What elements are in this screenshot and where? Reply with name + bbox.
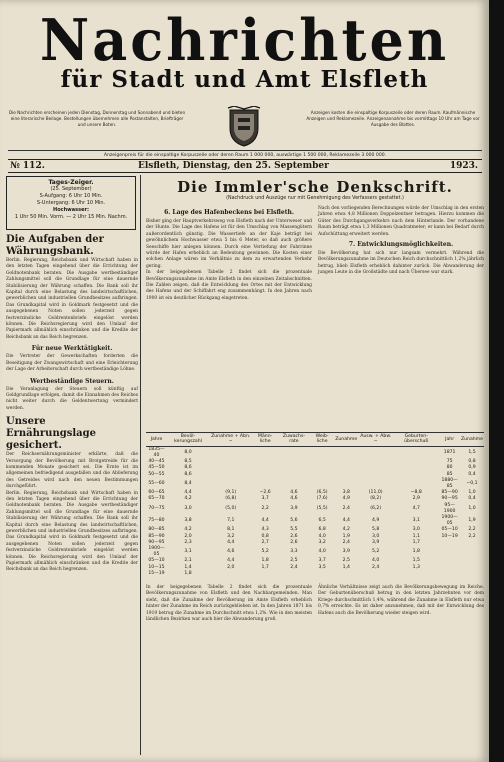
table-cell: 1,8 [184,570,192,576]
left-article-body: Der Reichsernährungsminister erklärte, daß die Versorgung der Bevölkerung mit Brotgetreide für die kommenden Monate gesichert sei. Die Ernte ist im allgemeinen befriedigend ausgefallen und die Ablieferung des Getreides wird nach den neuen Bestimmungen durchgeführt. [6,452,138,490]
table-cell: (9,1) [225,490,237,496]
table-cell: 7,1 [227,518,235,524]
table-header-cell: Männ-liche [252,433,278,447]
table-cell: 3,0 [372,533,380,539]
table-cell [334,571,358,577]
column-divider [140,175,141,755]
table-cell [358,446,393,459]
table-cell [460,571,484,577]
table-cell: 4,9 [342,496,350,502]
table-cell: 4,0 [318,533,326,539]
table-cell: 4,6 [290,490,298,496]
table-cell: 3,7 [261,496,269,502]
table-cell [278,571,310,577]
table-cell: 80 [446,465,453,471]
table-cell: 2,2 [261,505,269,511]
left-article-body: Die Veranlagung der Steuern soll künftig auf Goldgrundlage erfolgen, damit die Einnahmen des Reiches nicht weiter durch die Geldentwertung vermindert werden. [6,386,138,411]
main-column-2 [318,206,484,277]
table-cell: 75 [446,459,453,465]
table-cell: 0,4 [468,471,476,477]
table-cell: 1871 [443,449,456,455]
table-cell: 05—10 [148,558,165,564]
tageszeiger-date: (25. September) [50,186,92,192]
table-cell: 1,0 [468,505,476,511]
table-row [146,571,484,577]
table-cell: (11,0) [368,490,383,496]
table-cell [310,478,334,490]
masthead-right-notice: Anzeigen kosten die einspaltige Korpuszeile oder deren Raum. Kaufmännische Anzeigen und Reklamezeile. Anzeigenannahme bis vormittags 10 Uhr am Tage vor Ausgabe des Blattes. [306,110,480,127]
table-cell: 40—45 [148,459,165,465]
table-cell: 1,9 [468,518,476,524]
table-cell [393,478,439,490]
table-cell: 85—90 [441,490,458,496]
table-cell: 10—19 [441,533,458,539]
table-cell: 1,8 [261,558,269,564]
place-date: Elsfleth, Dienstag, den 25. September [138,161,329,171]
main-article-title: Die Immler'sche Denkschrift. [177,178,453,196]
table-cell: 4,2 [184,496,192,502]
table-row [146,503,484,515]
table-cell: 3,3 [290,549,298,555]
table-cell: 90—95 [148,539,165,545]
table-cell: 3,5 [318,564,326,570]
below-article-body: In der beigegebenen Tabelle 2 findet sich die prozentuale Bevölkerungszunahme von Elsfleth und den Nachbargemeinden. Man sieht, daß die Zunahme der Bevölkerung im Amte Elsfleth erheblich hinter der Zunahme im Reich zurückgeblieben ist. In den Jahren 1871 bis 1919 betrug die Zunahme im Durchschnitt etwa 1,2%. Wie in den meisten ländlichen Bezirken war auch hier die Abwanderung groß. [146,585,312,623]
table-cell: 2,5 [290,558,298,564]
table-cell: 4,2 [342,527,350,533]
table-cell [460,546,484,558]
table-cell: 2,4 [372,564,380,570]
coat-of-arms-icon [226,106,262,148]
table-header-cell: Zunahme [334,433,358,447]
tageszeiger-line: 1 Uhr 50 Min. Vorm. — 2 Uhr 15 Min. Nachm. [14,214,128,220]
table-cell: 4,2 [184,527,192,533]
table-cell: 3,2 [318,539,326,545]
table-cell: 2,1 [184,558,192,564]
table-cell: 1,4 [342,564,350,570]
table-cell: 4,0 [372,558,380,564]
table-cell: 0,9 [468,465,476,471]
table-cell: 0,8 [468,459,476,465]
table-cell: 5,6 [290,518,298,524]
table-row [146,515,484,527]
table-cell: 1900—05 [441,515,458,527]
table-cell: 2,0 [227,564,235,570]
left-article-body: Berlin. Regierung, Reichsbank und Wirtschaft haben in den letzten Tagen eingehend über die Errichtung der Goldnotenbank beraten. Die Ausgabe wertbeständiger Zahlungsmittel soll die Grundlage für eine dauernde Stabilisierung der Währung schaffen. Die Bank soll ihr Kapital durch eine Belastung des landwirtschaftlichen, gewerblichen und industriellen Grundbesitzes aufbringen. Das Grundkapital wird in Goldmark festgesetzt und die ausgegebenen Noten sollen jederzeit gegen festverzinsliche Goldrentenbriefe eingelöst werden können. Die Reichsregierung wird den Umlauf der Papiermark allmählich einschränken und die Kredite der Reichsbank an das Reich begrenzen. [6,490,138,573]
tageszeiger-line: S-Untergang: 6 Uhr 10 Min. [36,200,106,206]
table-header-cell: Weib-liche [310,433,334,447]
table-cell [252,478,278,490]
table-cell: 2,7 [261,539,269,545]
population-table [146,432,484,577]
main-article-body: Nach den vorliegenden Berechnungen würde der Umschlag in den ersten Jahren etwa 4,8 Millionen Doppelzentner betragen. Hierzu kommen die Güter des Durchgangsverkehrs nach dem Hinterlande. Der vorhandene Raum beträgt etwa 1,3 Millionen Quadratmeter; er kann bei Bedarf durch Aufschüttung erweitert werden. [318,206,484,237]
tageszeiger-title: Tages-Zeiger. [48,179,94,186]
table-cell: 1,3 [412,564,420,570]
masthead-subtitle: für Stadt und Amt Elsfleth [60,66,429,93]
table-cell: 5,2 [372,549,380,555]
table-cell: 4,9 [372,518,380,524]
table-cell: (5,5) [316,505,328,511]
table-cell: 4,4 [227,558,235,564]
table-cell: 8,6 [184,465,192,471]
main-article-body: Die Bevölkerung hat sich nur langsam vermehrt. Während die Bevölkerungszunahme im Deutschen Reich durchschnittlich 1,2% jährlich betrug, blieb Elsfleth erheblich dahinter zurück. Die Abwanderung der jungen Leute in die Großstädte und nach Übersee war stark. [318,251,484,276]
table-cell [358,478,393,490]
below-table-columns [146,585,484,623]
tageszeiger-line: Hochwasser: [53,207,89,213]
table-header-cell: Bevöl-kerungszahl [167,433,209,447]
table-cell: 2,0 [184,533,192,539]
table-cell: 8,1 [227,527,235,533]
table-cell [393,571,439,577]
table-cell: (5,0) [225,505,237,511]
table-cell: 1,4 [184,564,192,570]
masthead-title: Nachrichten [39,6,450,74]
table-cell: 3,7 [318,558,326,564]
table-cell [393,446,439,459]
table-cell: (6,2) [370,505,382,511]
scan-edge [489,0,504,762]
table-row [146,546,484,558]
table-cell: (8,2) [370,496,382,502]
table-cell: 1,9 [342,533,350,539]
main-article-body: In der beigegebenen Tabelle 2 findet sich die prozentuale Bevölkerungszunahme im Amte Elsfleth in den einzelnen Zeitabschnitten. Die Zahlen zeigen, daß die Entwicklung des Ortes mit der Entwicklung des Hafens und der Schiffahrt eng zusammenhängt. In den Jahren nach 1900 ist ein deutlicher Rückgang eingetreten. [146,270,312,301]
masthead-left-notice: Die Nachrichten erscheinen jeden Dienstag, Donnerstag und Sonnabend und bieten eine literarische Beilage. Bestellungen übernehmen alle Postanstalten, Briefträger und unsere Boten. [8,110,186,127]
table-cell: −8,8 [410,490,422,496]
table-cell: 8,4 [184,480,192,486]
main-article-body: Bisher ging der Hauptverkehrsweg von Elsfleth nach der Unterweser und der Hunte. Die Lage des Hafens ist für den Umschlag von Massengütern außerordentlich günstig. Die Wassertiefe an der Kaje beträgt bei gewöhnlichem Hochwasser etwa 5 bis 6 Meter, so daß auch größere Seeschiffe hier anlegen können. Durch eine Vertiefung der Fahrrinne würde der Hafen erheblich an Bedeutung gewinnen. Die Kosten einer solchen Anlage wären im Verhältnis zu dem zu erwartenden Verkehr gering. [146,219,312,269]
table-cell: 1,5 [412,558,420,564]
table-cell [334,446,358,459]
table-cell: 8,5 [184,459,192,465]
table-cell: 65—70 [148,496,165,502]
table-cell: 2,4 [290,564,298,570]
table-cell: 4,3 [261,527,269,533]
table-cell: 4,7 [412,505,420,511]
table-header-cell: Jahre [146,433,167,447]
table-cell: 1900—05 [148,546,165,558]
table-cell: 1,5 [468,449,476,455]
table-cell: 2,4 [342,539,350,545]
table-cell: 2,4 [342,505,350,511]
table-cell [278,446,310,459]
table-cell: 3,2 [227,533,235,539]
main-column-1 [146,206,312,302]
left-column [6,234,138,574]
table-cell [278,478,310,490]
table-cell: (6,5) [316,490,328,496]
table-cell: 95—1900 [443,502,456,514]
table-cell: 15—19 [148,570,165,576]
section-heading: 7. Entwicklungsmöglichkeiten. [348,241,454,249]
table-cell: −2,6 [259,490,271,496]
left-headline-2: Unsere Ernährungslage gesichert. [6,416,96,452]
below-article-body: Ähnliche Verhältnisse zeigt auch die Bevölkerungsbewegung im Reiche. Der Geburtenüberschuß betrug in den letzten Jahrzehnten vor dem Kriege durchschnittlich 1,4%, während die Zunahme in Elsfleth nur etwa 0,7% erreichte. Es ist daher anzunehmen, daß mit der Entwicklung des Hafens auch die Bevölkerung wieder steigen wird. [318,585,484,616]
table-cell: 5,5 [290,527,298,533]
table-cell: 4,4 [184,490,192,496]
table-cell [209,478,252,490]
table-cell [439,571,460,577]
table-cell: 3,0 [412,527,420,533]
table-cell [310,571,334,577]
table-cell: 85—90 [148,533,165,539]
table-cell: 4,0 [318,549,326,555]
table-cell: 1880—85 [441,477,458,490]
table-cell: 4,4 [342,518,350,524]
table-cell: 4,6 [290,496,298,502]
table-cell: 2,2 [468,533,476,539]
table-cell: 1,8 [412,549,420,555]
table-cell: 2,2 [468,527,476,533]
table-cell: 6,8 [318,527,326,533]
table-cell: 0,8 [261,533,269,539]
table-header-row [146,433,484,447]
table-cell: 55—60 [148,480,165,486]
issue-year: 1923. [449,161,478,171]
table-cell: 1,7 [261,564,269,570]
table-header-cell: Zunahme [460,433,484,447]
table-cell: 2,9 [412,496,420,502]
table-cell: 4,4 [261,518,269,524]
table-cell: 1,1 [412,533,420,539]
table-cell: 2,6 [290,539,298,545]
table-cell: 3,1 [184,549,192,555]
table-cell: 1,0 [468,490,476,496]
table-cell: 0,4 [468,496,476,502]
main-article-subtitle: (Nachdruck und Auszüge nur mit Genehmigung des Verfassers gestattet.) [226,196,404,201]
table-cell: 45—50 [148,465,165,471]
table-cell: 4,6 [227,549,235,555]
table-cell: 5,8 [372,527,380,533]
table-cell: 2,3 [184,539,192,545]
below-column-1 [146,585,312,623]
table-cell [358,571,393,577]
table-cell: 3,1 [412,518,420,524]
table-cell: 1,7 [412,539,420,545]
tageszeiger-line: S-Aufgang: 6 Uhr 10 Min. [39,193,103,199]
left-article-body: Berlin. Regierung, Reichsbank und Wirtschaft haben in den letzten Tagen eingehend über die Errichtung der Goldnotenbank beraten. Die Ausgabe wertbeständiger Zahlungsmittel soll die Grundlage für eine dauernde Stabilisierung der Währung schaffen. Die Bank soll ihr Kapital durch eine Belastung des landwirtschaftlichen, gewerblichen und industriellen Grundbesitzes aufbringen. Das Grundkapital wird in Goldmark festgesetzt und die ausgegebenen Noten sollen jederzeit gegen festverzinsliche Goldrentenbriefe eingelöst werden können. Die Reichsregierung wird den Umlauf der Papiermark allmählich einschränken und die Kredite der Reichsbank an das Reich begrenzen. [6,258,138,340]
table-row [146,446,484,459]
table-cell: 60—65 [148,490,165,496]
table-cell [334,478,358,490]
table-header-cell: Jahr [439,433,460,447]
table-cell: 4,4 [227,539,235,545]
table-cell [252,446,278,459]
dateline [8,159,482,173]
table-cell: 70—75 [148,505,165,511]
table-cell: 3,9 [342,549,350,555]
table-cell: 90—95 [441,496,458,502]
left-headline: Die Aufgaben der Währungsbank. [6,234,104,257]
table-cell: 85 [446,471,453,477]
masthead [6,6,483,93]
table-cell: 3,9 [372,539,380,545]
table-cell: 3,8 [342,490,350,496]
left-article-body: Die Vertreter der Gewerkschaften forderten die Beseitigung der Zwangswirtschaft und eine Erleichterung der Lage der Arbeiterschaft durch wertbeständige Löhne. [6,354,138,373]
table-header-cell: Zunahme + Abn. − [209,433,252,447]
table-cell: 3,8 [184,518,192,524]
tageszeiger-box [6,176,136,230]
price-line: Anzeigenpreis für die einspaltige Korpuszeile oder deren Raum 1 000 000, auswärtige 1 500 000, Reklamezeile 3 000 000. [8,150,482,158]
table-row [146,478,484,490]
table-cell [439,546,460,558]
table-cell: 1835—40 [148,446,165,459]
table-cell: 2,5 [342,558,350,564]
table-cell: 10—15 [148,564,165,570]
table-cell [209,571,252,577]
table-header-cell: Geburten-überschuß [393,433,439,447]
table-cell: 50—55 [148,471,165,477]
table-cell [310,446,334,459]
table-cell: 3,9 [290,505,298,511]
table-cell: (6,8) [225,496,237,502]
table-cell: 75—80 [148,518,165,524]
table-cell: 6,5 [318,518,326,524]
table-cell: 8,0 [184,449,192,455]
left-subheading: Für neue Werktätigkeit. [31,345,113,353]
table-cell: −0,1 [466,480,478,486]
table-cell: 80—85 [148,527,165,533]
table-cell [252,571,278,577]
table-header-cell: Ausw. + Abw. − [358,433,393,447]
below-column-2 [318,585,484,617]
table-cell: 3,0 [184,505,192,511]
table-cell: 8,6 [184,471,192,477]
section-heading: 6. Lage des Hafenbeckens bei Elsfleth. [164,209,294,216]
issue-number: № 112. [10,161,45,171]
table-cell: (7,6) [316,496,328,502]
table-cell: 2,6 [290,533,298,539]
left-subheading: Wertbeständige Steuern. [30,377,114,385]
table-header-cell: Zuwachs-rate [278,433,310,447]
table-cell: 05—10 [441,527,458,533]
table-body [146,446,484,577]
table-cell: 5,2 [261,549,269,555]
table-cell [209,446,252,459]
